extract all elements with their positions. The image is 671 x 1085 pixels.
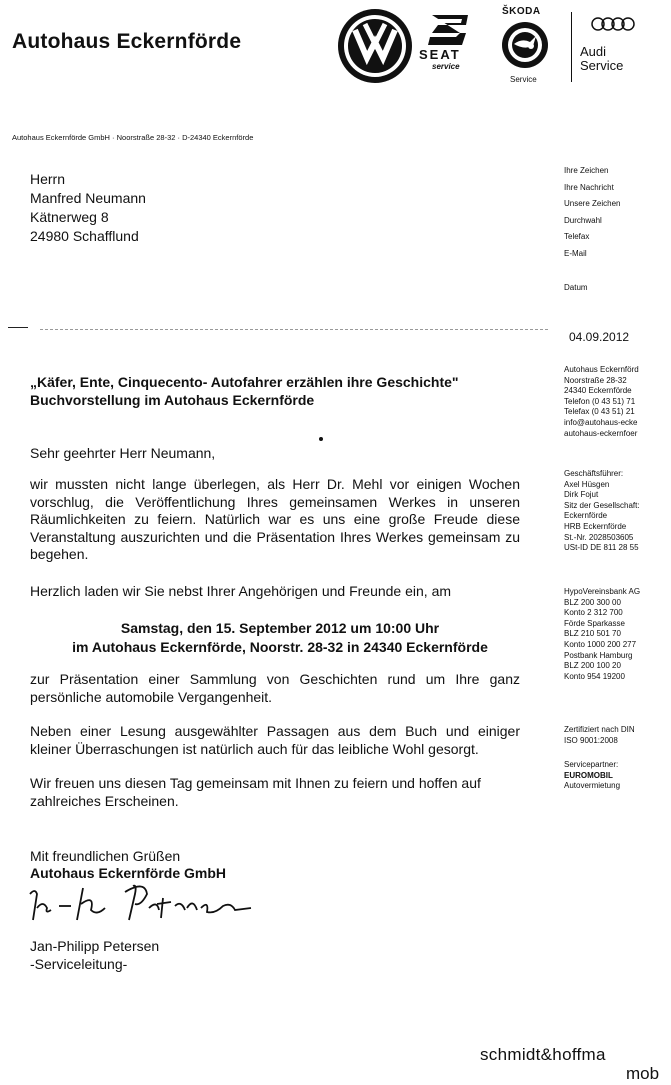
closing-company: Autohaus Eckernförde GmbH (30, 865, 227, 881)
body-paragraph-3: zur Präsentation einer Sammlung von Geschichten rund um Ihre ganz persönliche automobile Vergangenheit. (30, 671, 520, 705)
side-line: BLZ 200 300 00 (564, 597, 621, 607)
recipient-address (30, 170, 146, 246)
side-line: Postbank Hamburg (564, 650, 633, 660)
side-line: BLZ 200 100 20 (564, 661, 621, 671)
subject-line-2: Buchvorstellung im Autohaus Eckernförde (30, 392, 315, 408)
side-line: Konto 1000 200 277 (564, 639, 637, 649)
event-location: im Autohaus Eckernförde, Noorstr. 28-32 in 24340 Eckernförde (72, 639, 488, 655)
letter-subject (30, 373, 459, 409)
side-line: info@autohaus-ecke (564, 417, 638, 427)
side-line: Noorstraße 28-32 (564, 375, 627, 385)
reference-label: Unsere Zeichen (564, 199, 621, 208)
body-paragraph-4: Neben einer Lesung ausgewählter Passagen aus dem Buch und einiger kleiner Überraschungen ist natürlich auch für das leibliche Wohl gesorgt. (30, 723, 520, 757)
body-paragraph-5: Wir freuen uns diesen Tag gemeinsam mit Ihnen zu feiern und hoffen auf zahlreiches Erscheinen. (30, 775, 481, 809)
reference-label: Telefax (564, 232, 590, 241)
event-details (30, 619, 530, 657)
side-line: St.-Nr. 2028503605 (564, 532, 634, 542)
skoda-brand-text: ŠKODA (502, 6, 541, 17)
side-line: USt-ID DE 811 28 55 (564, 543, 639, 553)
side-line: Servicepartner: (564, 760, 619, 769)
recipient-city: 24980 Schafflund (30, 228, 139, 244)
side-bank-details (564, 587, 640, 682)
side-line: Autovermietung (564, 781, 621, 791)
side-company-address (564, 365, 639, 439)
reference-label: Ihre Nachricht (564, 182, 614, 192)
letter-date: 04.09.2012 (569, 330, 630, 344)
volkswagen-logo-icon (337, 8, 413, 84)
subject-line-1: „Käfer, Ente, Cinquecento- Autofahrer erzählen ihre Geschichte" (30, 374, 459, 390)
body-paragraph-2: Herzlich laden wir Sie nebst Ihrer Angehörigen und Freunde ein, am (30, 583, 452, 599)
side-service-partner (564, 760, 620, 792)
side-line: Eckernförde (564, 511, 608, 521)
sender-return-address: Autohaus Eckernförde GmbH · Noorstraße 28-32 · D-24340 Eckernförde (12, 133, 254, 142)
side-line: Zertifiziert nach DIN (564, 725, 635, 734)
side-line: 24340 Eckernförde (564, 386, 632, 396)
side-line: Dirk Fojut (564, 490, 599, 500)
side-line: Telefon (0 43 51) 71 (564, 396, 636, 406)
side-line: Konto 2 312 700 (564, 608, 623, 618)
side-line: Sitz der Gesellschaft: (564, 500, 640, 510)
side-line: HypoVereinsbank AG (564, 587, 641, 596)
side-line: Geschäftsführer: (564, 469, 624, 478)
side-line: Förde Sparkasse (564, 618, 625, 628)
side-line: ISO 9001:2008 (564, 735, 618, 745)
side-line: Autohaus Eckernförd (564, 365, 639, 374)
handwritten-signature (25, 880, 265, 930)
skoda-logo-icon (500, 20, 550, 70)
closing-greeting: Mit freundlichen Grüßen (30, 848, 181, 864)
reference-label: Ihre Zeichen (564, 166, 609, 175)
side-certification (564, 725, 635, 746)
side-line: BLZ 210 501 70 (564, 629, 621, 639)
fold-line (40, 329, 548, 330)
side-line: Konto 954 19200 (564, 671, 625, 681)
side-line: Telefax (0 43 51) 21 (564, 407, 635, 417)
signatory-role: -Serviceleitung- (30, 956, 128, 972)
event-date-time: Samstag, den 15. September 2012 um 10:00 Uhr (120, 620, 440, 636)
audi-brand-text: Audi (580, 44, 607, 59)
footer-brand-line-1: schmidt&hoffma (480, 1045, 606, 1064)
scan-speck (319, 437, 323, 441)
side-management (564, 469, 640, 554)
seat-service-text: service (432, 62, 460, 71)
recipient-street: Kätnerweg 8 (30, 209, 109, 225)
date-label: Datum (564, 283, 588, 292)
audi-rings-icon (590, 16, 636, 32)
side-line: autohaus-eckernfoer (564, 428, 638, 438)
euromobil-logo-text: EUROMOBIL (564, 770, 613, 780)
side-line: Axel Hüsgen (564, 479, 610, 489)
salutation: Sehr geehrter Herr Neumann, (30, 445, 216, 461)
reference-label: Durchwahl (564, 215, 602, 225)
signatory-name: Jan-Philipp Petersen (30, 938, 160, 954)
reference-label: E-Mail (564, 248, 587, 258)
skoda-service-text: Service (510, 75, 537, 84)
footer-brand-line-2: mob (626, 1064, 660, 1083)
fold-mark (8, 327, 28, 328)
seat-brand-text: SEAT (419, 47, 461, 62)
audi-service-text: Service (580, 58, 624, 73)
body-paragraph-1: wir mussten nicht lange überlegen, als Herr Dr. Mehl vor einigen Wochen vorschlug, die Veröffentlichung Ihres gemeinsamen Werkes in unseren Räumlichkeiten zu feiern. Natürlich war es uns eine große Freude diese Veranstaltung auszurichten und die Präsentation Ihres Werkes gemeinsam zu begehen. (30, 476, 520, 562)
recipient-name: Manfred Neumann (30, 190, 146, 206)
reference-labels (564, 163, 620, 262)
recipient-salutation: Herrn (30, 171, 66, 187)
side-line: HRB Eckernförde (564, 521, 627, 531)
company-name: Autohaus Eckernförde (12, 30, 242, 53)
